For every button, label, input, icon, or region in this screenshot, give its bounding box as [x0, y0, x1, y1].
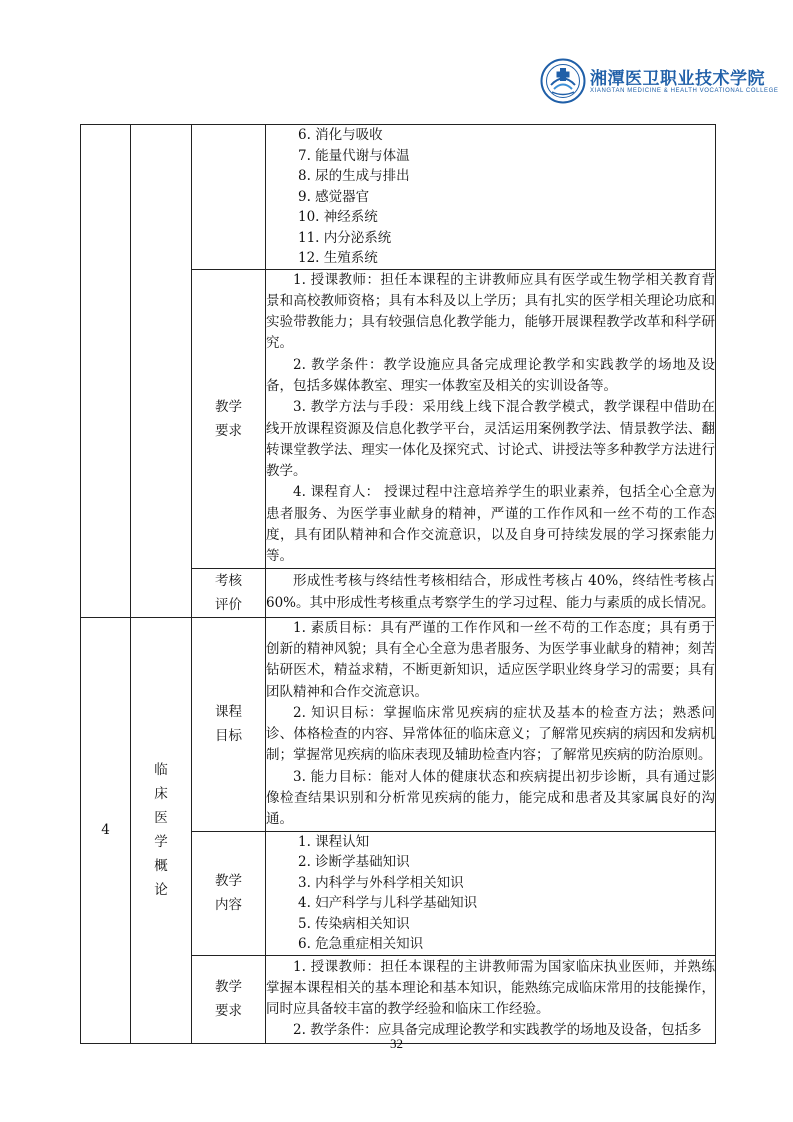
content-list-cell	[266, 831, 716, 955]
paragraph: 3. 教学方法与手段：采用线上线下混合教学模式，教学课程中借助在线开放课程资源及信息化教学平台，灵活运用案例教学法、情景教学法、翻转课堂教学法、理实一体化及探究式、讨论式、讲授法等多种教学方法进行教学。	[266, 399, 715, 480]
paragraph: 形成性考核与终结性考核相结合，形成性考核占 40%，终结性考核占 60%。其中形成性考核重点考察学生的学习过程、能力与素质的成长情况。	[266, 573, 715, 611]
curriculum-table	[80, 124, 716, 1044]
list-item: 4. 妇产科学与儿科学基础知识	[298, 895, 478, 912]
empty-label-cell	[192, 125, 266, 270]
school-name: 湘潭医卫职业技术学院	[590, 69, 765, 89]
list-item: 3. 内科学与外科学相关知识	[298, 874, 464, 891]
evaluation-cell	[266, 568, 716, 617]
row-label: 考核 评价	[192, 568, 266, 617]
paragraph: 2. 教学条件：教学设施应具备完成理论教学和实践教学的场地及设备，包括多媒体教室、理实一体教室及相关的实训设备等。	[266, 356, 715, 394]
list-item: 12. 生殖系统	[298, 250, 378, 266]
course-number: 4	[81, 617, 131, 1043]
paragraph: 2. 知识目标：掌握临床常见疾病的症状及基本的检查方法；熟悉问诊、体格检查的内容、异常体征的临床意义；了解常见疾病的病因和发病机制；掌握常见疾病的临床表现及辅助检查内容；了解常见疾病的防治原则。	[266, 704, 715, 764]
row-label: 教学 要求	[192, 955, 266, 1043]
paragraph: 1. 授课教师：担任本课程的主讲教师需为国家临床执业医师，并熟练掌握本课程相关的基本理论和基本知识，能熟练完成临床常用的技能操作，同时应具备较丰富的教学经验和临床工作经验。	[266, 958, 715, 1018]
goals-cell	[266, 617, 716, 831]
list-item: 7. 能量代谢与体温	[298, 147, 410, 164]
empty-number-cell	[81, 125, 131, 618]
paragraph: 4. 课程育人： 授课过程中注意培养学生的职业素养，包括全心全意为患者服务、为医学事业献身的精神，严谨的工作作风和一丝不苟的工作态度，具有团队精神和合作交流意识，以及自身可持续发展的学习探索能力等。	[266, 484, 715, 565]
school-name-en: XIANGTAN MEDICINE & HEALTH VOCATIONAL COLLEGE	[590, 88, 779, 94]
list-item: 2. 诊断学基础知识	[298, 854, 410, 871]
paragraph: 1. 授课教师：担任本课程的主讲教师应具有医学或生物学相关教育背景和高校教师资格；具有本科及以上学历；具有扎实的医学相关理论功底和实验带教能力；具有较强信息化教学能力，能够开展课程教学改革和科学研究。	[266, 271, 715, 352]
page-number: 32	[390, 1036, 403, 1051]
row-label: 教学 要求	[192, 269, 266, 568]
row-label: 课程 目标	[192, 617, 266, 831]
school-logo	[540, 58, 779, 106]
list-item: 5. 传染病相关知识	[298, 915, 410, 932]
requirements-cell	[266, 955, 716, 1043]
list-item: 6. 危急重症相关知识	[298, 936, 424, 953]
empty-course-cell	[131, 125, 192, 618]
course-name: 临床 医学 概论	[131, 617, 192, 1043]
row-label: 教学 内容	[192, 831, 266, 955]
paragraph: 2. 教学条件：应具备完成理论教学和实践教学的场地及设备，包括多	[293, 1022, 702, 1039]
school-emblem-icon	[540, 58, 586, 104]
list-item: 6. 消化与吸收	[298, 127, 383, 143]
list-item: 8. 尿的生成与排出	[298, 168, 410, 184]
table-row	[81, 125, 716, 270]
paragraph: 1. 素质目标：具有严谨的工作作风和一丝不苟的工作态度；具有勇于创新的精神风貌；具有全心全意为患者服务、为医学事业献身的精神；刻苦钻研医术，精益求精，不断更新知识，适应医学职业终身学习的需要；具有团队精神和合作交流意识。	[266, 619, 715, 700]
table-row	[81, 617, 716, 831]
requirements-cell	[266, 269, 716, 568]
content-list-cell	[266, 125, 716, 270]
list-item: 11. 内分泌系统	[298, 229, 392, 246]
list-item: 1. 课程认知	[298, 833, 370, 850]
paragraph: 3. 能力目标：能对人体的健康状态和疾病提出初步诊断，具有通过影像检查结果识别和分析常见疾病的能力，能完成和患者及其家属良好的沟通。	[266, 768, 715, 828]
list-item: 10. 神经系统	[298, 209, 378, 225]
list-item: 9. 感觉器官	[298, 188, 370, 205]
